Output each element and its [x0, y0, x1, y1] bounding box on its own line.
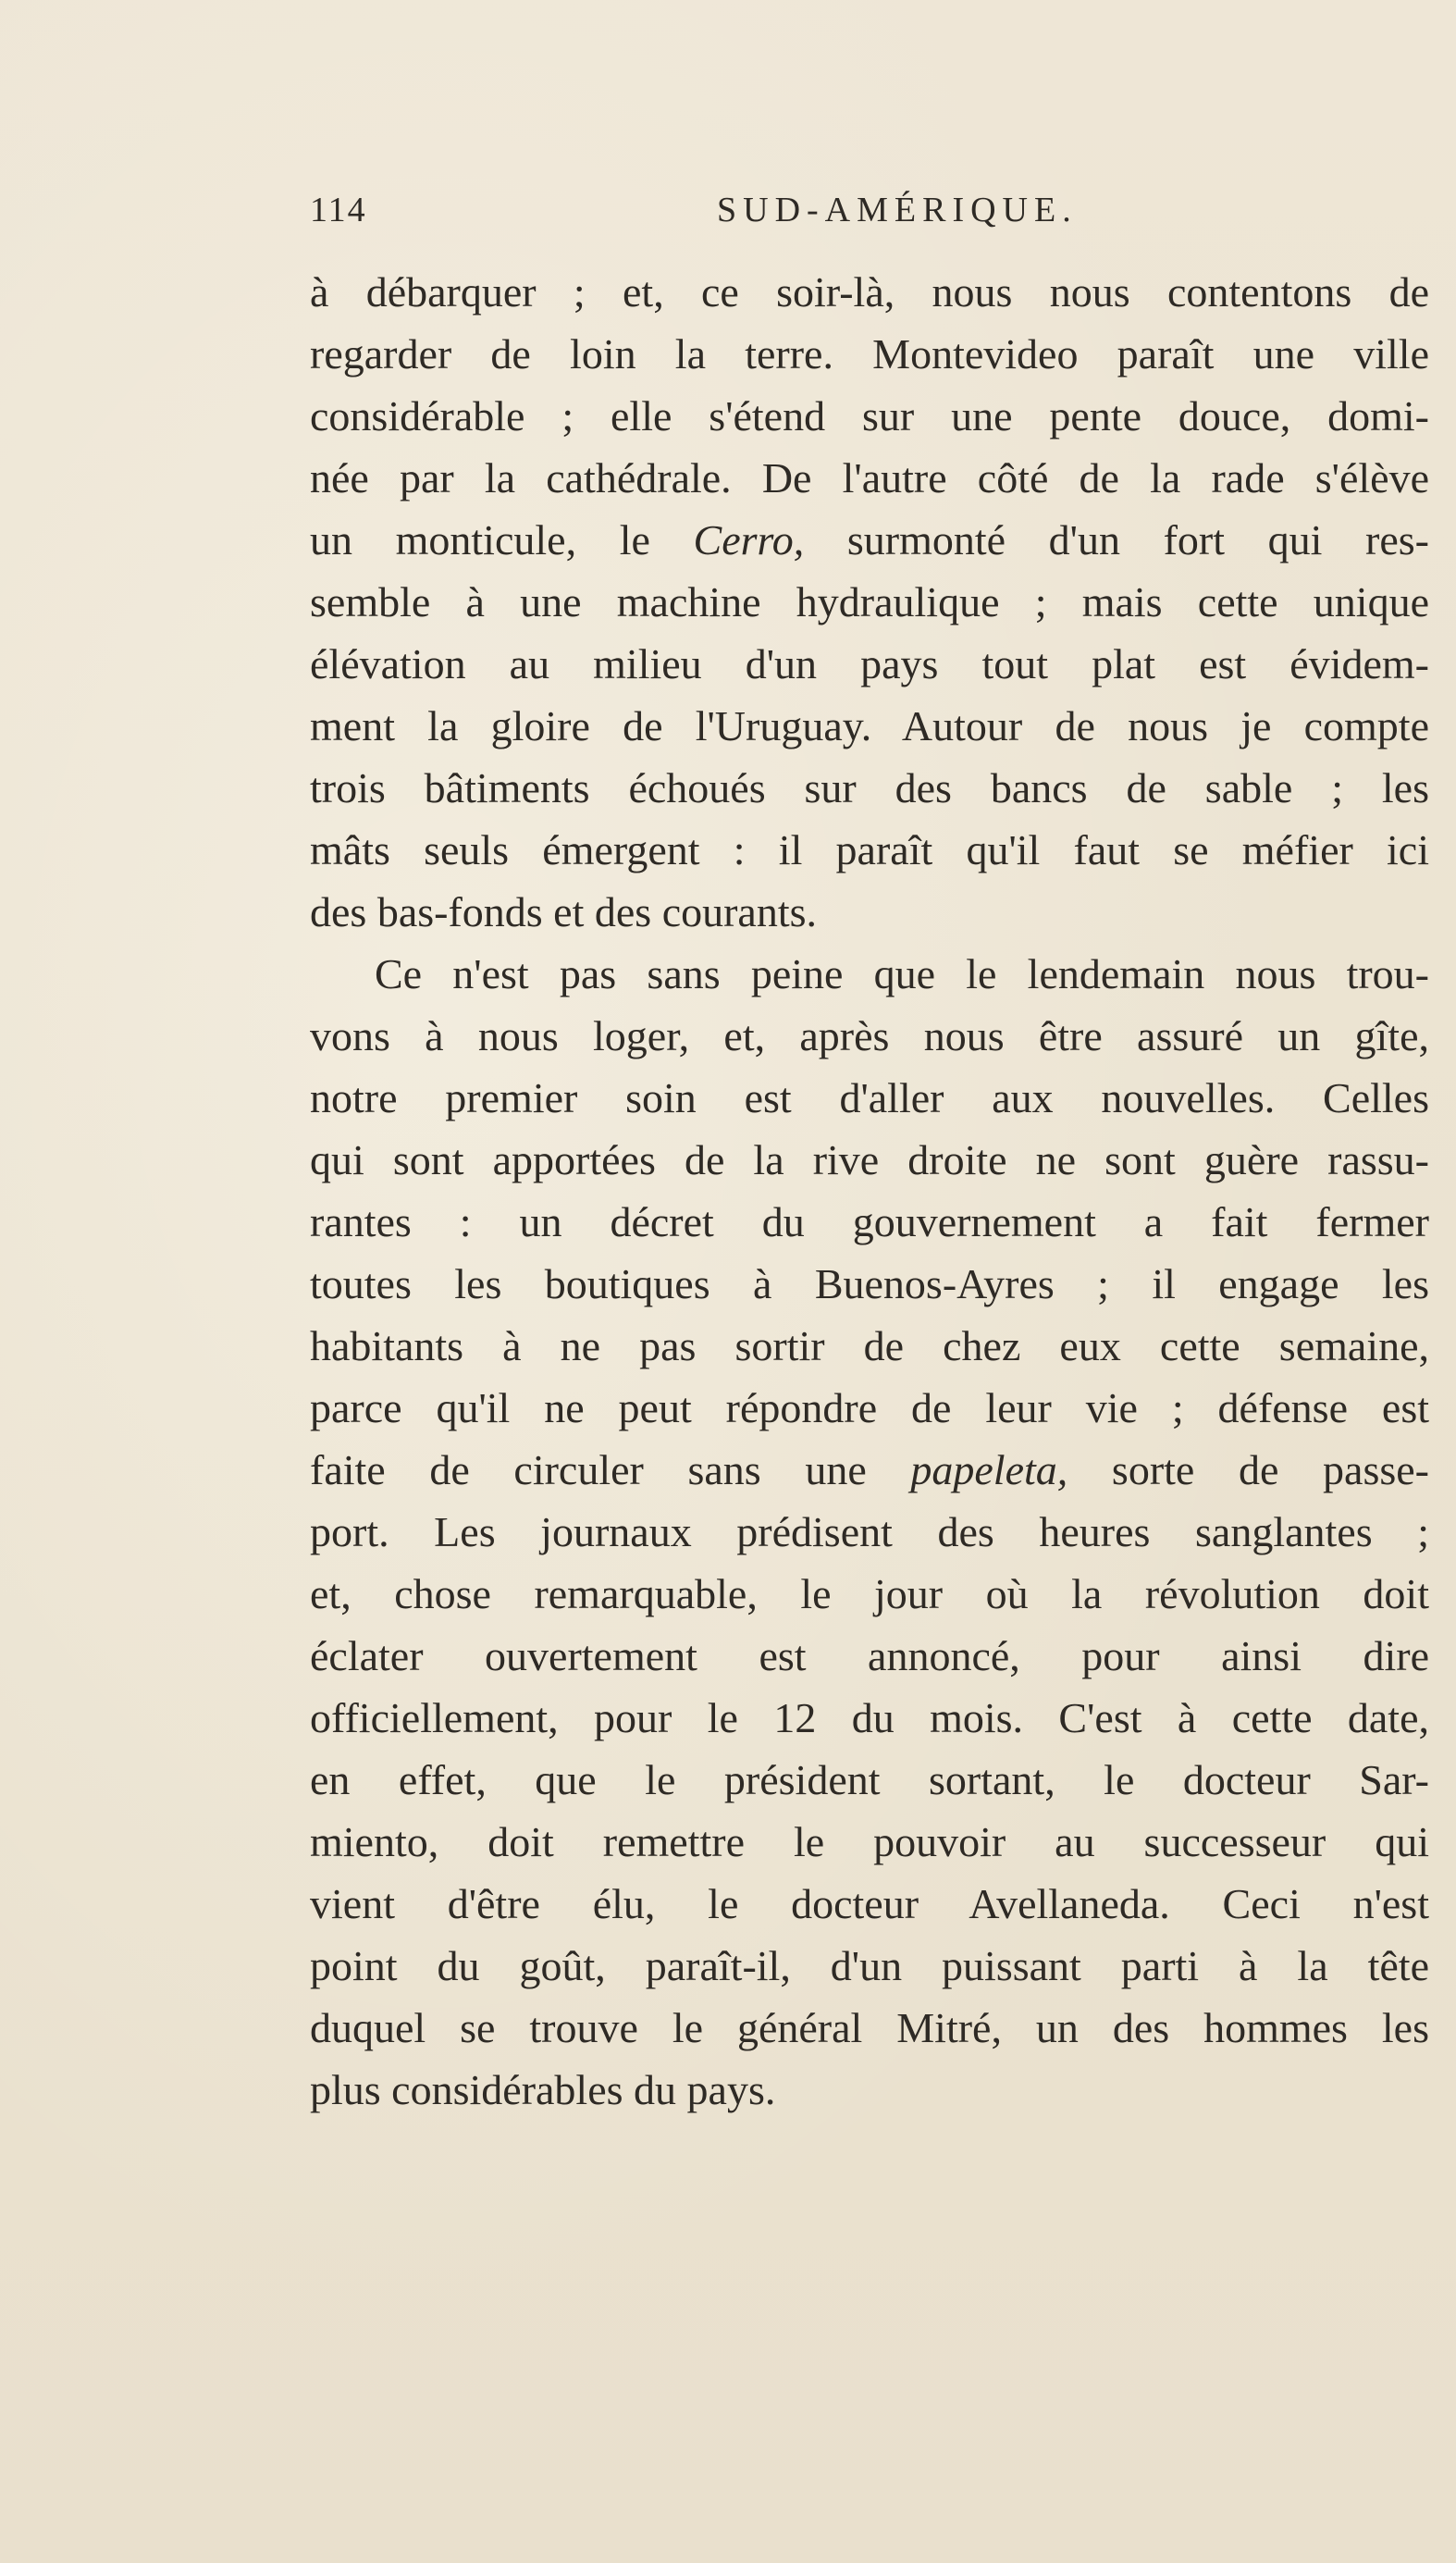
paragraph-1 — [310, 261, 1429, 943]
text-line: plus considérables du pays. — [310, 2066, 776, 2113]
text-line: vient d'être élu, le docteur Avellaneda. Ceci n'est — [310, 1880, 1429, 1927]
text-run: surmonté d'un fort qui res- — [804, 516, 1429, 563]
italic-term-papeleta: papeleta, — [910, 1446, 1068, 1493]
text-line: duquel se trouve le général Mitré, un des hommes les — [310, 2004, 1429, 2051]
paragraph-2 — [310, 943, 1429, 2121]
text-line: élévation au milieu d'un pays tout plat est évidem- — [310, 640, 1429, 687]
text-line: qui sont apportées de la rive droite ne sont guère rassu- — [310, 1136, 1429, 1183]
text-line — [310, 509, 1429, 571]
text-line: rantes : un décret du gouvernement a fait fermer — [310, 1198, 1429, 1245]
text-line: à débarquer ; et, ce soir-là, nous nous contentons de — [310, 268, 1429, 316]
text-line: considérable ; elle s'étend sur une pente douce, domi- — [310, 392, 1429, 440]
text-line: regarder de loin la terre. Montevideo paraît une ville — [310, 330, 1429, 378]
text-line: ment la gloire de l'Uruguay. Autour de nous je compte — [310, 702, 1429, 749]
text-line: née par la cathédrale. De l'autre côté de la rade s'élève — [310, 454, 1429, 501]
text-line: parce qu'il ne peut répondre de leur vie ; défense est — [310, 1384, 1429, 1431]
text-line: en effet, que le président sortant, le docteur Sar- — [310, 1756, 1429, 1803]
text-line: port. Les journaux prédisent des heures sanglantes ; — [310, 1508, 1429, 1555]
text-line: éclater ouvertement est annoncé, pour ainsi dire — [310, 1632, 1429, 1679]
italic-term-cerro: Cerro, — [693, 516, 805, 563]
text-line: trois bâtiments échoués sur des bancs de sable ; les — [310, 764, 1429, 811]
text-line: officiellement, pour le 12 du mois. C'est à cette date, — [310, 1694, 1429, 1741]
page-header — [310, 190, 1087, 238]
running-title: SUD-AMÉRIQUE. — [717, 191, 1078, 229]
text-line: notre premier soin est d'aller aux nouvelles. Celles — [310, 1074, 1429, 1121]
text-run: sorte de passe- — [1067, 1446, 1429, 1493]
text-line: semble à une machine hydraulique ; mais cette unique — [310, 578, 1429, 625]
text-line: des bas-fonds et des courants. — [310, 888, 818, 935]
text-line: miento, doit remettre le pouvoir au successeur qui — [310, 1818, 1429, 1865]
text-line: mâts seuls émergent : il paraît qu'il faut se méfier ici — [310, 826, 1429, 873]
text-line: point du goût, paraît-il, d'un puissant parti à la tête — [310, 1942, 1429, 1989]
page-number: 114 — [310, 191, 367, 229]
text-line: toutes les boutiques à Buenos-Ayres ; il engage les — [310, 1260, 1429, 1307]
text-line: Ce n'est pas sans peine que le lendemain nous trou- — [375, 950, 1429, 997]
text-line: vons à nous loger, et, après nous être assuré un gîte, — [310, 1012, 1429, 1059]
text-line: et, chose remarquable, le jour où la révolution doit — [310, 1570, 1429, 1617]
text-run: un monticule, le — [310, 516, 694, 563]
text-run: faite de circuler sans une — [310, 1446, 911, 1493]
text-line — [310, 1439, 1429, 1501]
text-line: habitants à ne pas sortir de chez eux cette semaine, — [310, 1322, 1429, 1369]
body-text — [310, 261, 1429, 2121]
